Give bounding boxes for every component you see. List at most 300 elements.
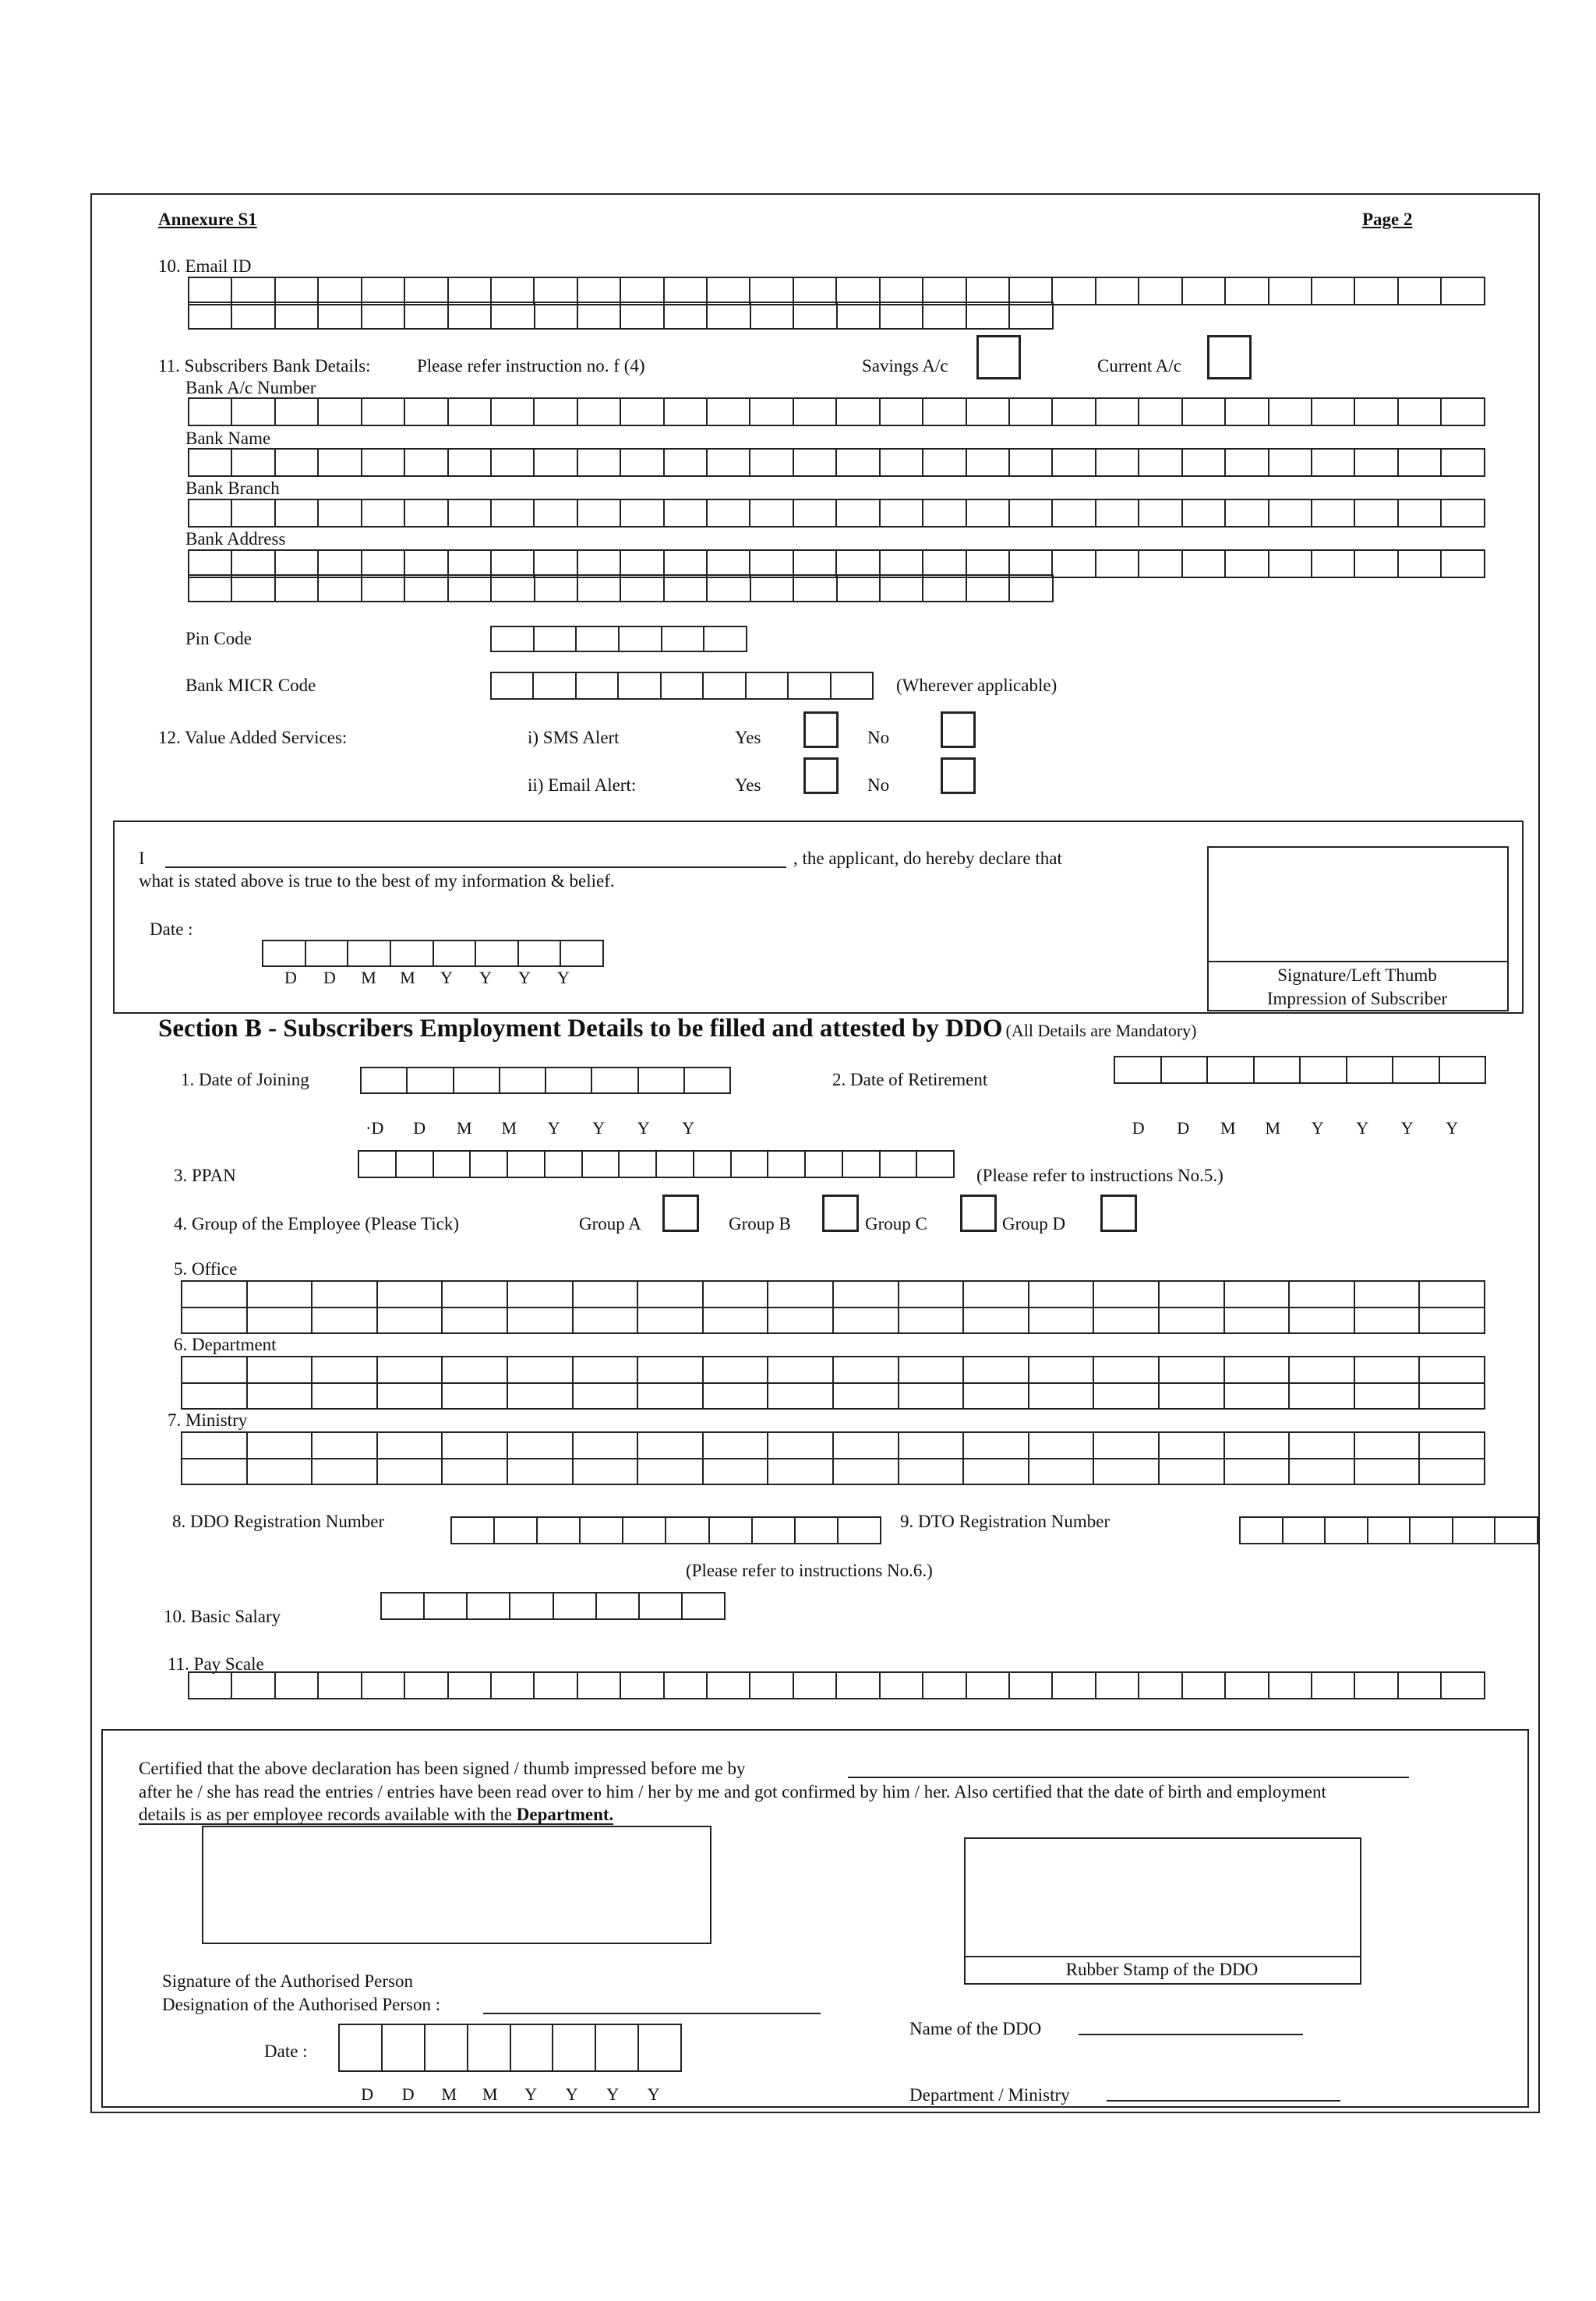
char-cell[interactable]: [1399, 549, 1442, 578]
char-cell[interactable]: [1355, 448, 1398, 477]
char-cell[interactable]: [753, 1516, 796, 1544]
char-cell[interactable]: [391, 940, 434, 967]
char-cell[interactable]: [750, 448, 793, 477]
char-cell[interactable]: [621, 574, 664, 602]
current-account-checkbox[interactable]: [1207, 335, 1252, 379]
char-cell[interactable]: [508, 1382, 574, 1410]
char-cell[interactable]: [768, 1431, 834, 1459]
char-cell[interactable]: [248, 1458, 313, 1485]
group-c-checkbox[interactable]: [960, 1195, 997, 1232]
char-cell[interactable]: [794, 448, 837, 477]
department-input-row-1[interactable]: [181, 1356, 1485, 1384]
char-cell[interactable]: [899, 1280, 965, 1308]
char-cell[interactable]: [1160, 1382, 1225, 1410]
char-cell[interactable]: [492, 1671, 535, 1699]
char-cell[interactable]: [312, 1431, 378, 1459]
char-cell[interactable]: [182, 1280, 248, 1308]
char-cell[interactable]: [312, 1382, 378, 1410]
char-cell[interactable]: [923, 1671, 966, 1699]
char-cell[interactable]: [1094, 1382, 1160, 1410]
char-cell[interactable]: [639, 2024, 682, 2072]
char-cell[interactable]: [796, 1516, 839, 1544]
char-cell[interactable]: [1053, 499, 1096, 528]
char-cell[interactable]: [1053, 1671, 1096, 1699]
char-cell[interactable]: [312, 1307, 378, 1334]
char-cell[interactable]: [964, 1431, 1029, 1459]
char-cell[interactable]: [535, 1671, 577, 1699]
char-cell[interactable]: [967, 499, 1010, 528]
char-cell[interactable]: [1096, 1671, 1139, 1699]
char-cell[interactable]: [834, 1280, 899, 1308]
char-cell[interactable]: [535, 626, 577, 652]
char-cell[interactable]: [276, 397, 319, 426]
char-cell[interactable]: [535, 302, 578, 330]
pay-scale-input[interactable]: [188, 1671, 1485, 1699]
char-cell[interactable]: [683, 1592, 726, 1620]
char-cell[interactable]: [1226, 397, 1269, 426]
char-cell[interactable]: [1355, 1458, 1421, 1485]
char-cell[interactable]: [578, 499, 621, 528]
char-cell[interactable]: [621, 1671, 664, 1699]
char-cell[interactable]: [1442, 448, 1485, 477]
char-cell[interactable]: [685, 1067, 731, 1094]
char-cell[interactable]: [306, 940, 349, 967]
char-cell[interactable]: [1442, 1671, 1485, 1699]
char-cell[interactable]: [834, 1458, 899, 1485]
char-cell[interactable]: [665, 574, 708, 602]
char-cell[interactable]: [443, 1307, 508, 1334]
char-cell[interactable]: [508, 1458, 574, 1485]
char-cell[interactable]: [1347, 1056, 1394, 1084]
department-ministry-line[interactable]: [1107, 2084, 1340, 2102]
char-cell[interactable]: [704, 1458, 769, 1485]
char-cell[interactable]: [794, 397, 837, 426]
char-cell[interactable]: [881, 448, 923, 477]
char-cell[interactable]: [665, 1671, 708, 1699]
char-cell[interactable]: [1355, 1431, 1421, 1459]
char-cell[interactable]: [508, 1356, 574, 1384]
char-cell[interactable]: [405, 397, 448, 426]
char-cell[interactable]: [751, 574, 794, 602]
char-cell[interactable]: [1355, 499, 1398, 528]
char-cell[interactable]: [1420, 1458, 1485, 1485]
bank-branch-input[interactable]: [188, 499, 1485, 528]
char-cell[interactable]: [312, 1356, 378, 1384]
char-cell[interactable]: [1355, 1307, 1421, 1334]
char-cell[interactable]: [476, 940, 519, 967]
char-cell[interactable]: [1183, 549, 1226, 578]
char-cell[interactable]: [434, 1150, 471, 1178]
char-cell[interactable]: [923, 448, 966, 477]
char-cell[interactable]: [1225, 1280, 1291, 1308]
char-cell[interactable]: [638, 1431, 704, 1459]
bank-name-input[interactable]: [188, 448, 1485, 477]
char-cell[interactable]: [248, 1280, 313, 1308]
char-cell[interactable]: [1326, 1516, 1368, 1544]
char-cell[interactable]: [511, 2024, 554, 2072]
char-cell[interactable]: [806, 1150, 843, 1178]
char-cell[interactable]: [359, 1150, 397, 1178]
char-cell[interactable]: [405, 574, 448, 602]
char-cell[interactable]: [382, 1592, 425, 1620]
char-cell[interactable]: [1226, 1671, 1269, 1699]
bank-account-number-input[interactable]: [188, 397, 1485, 426]
char-cell[interactable]: [1355, 1280, 1421, 1308]
char-cell[interactable]: [708, 1671, 750, 1699]
char-cell[interactable]: [508, 1307, 574, 1334]
char-cell[interactable]: [834, 1382, 899, 1410]
char-cell[interactable]: [468, 2024, 511, 2072]
char-cell[interactable]: [1053, 397, 1096, 426]
char-cell[interactable]: [1226, 448, 1269, 477]
char-cell[interactable]: [581, 1516, 623, 1544]
char-cell[interactable]: [596, 2024, 639, 2072]
char-cell[interactable]: [621, 448, 664, 477]
char-cell[interactable]: [492, 302, 535, 330]
char-cell[interactable]: [899, 1382, 965, 1410]
char-cell[interactable]: [964, 1382, 1029, 1410]
char-cell[interactable]: [794, 499, 837, 528]
char-cell[interactable]: [578, 448, 621, 477]
char-cell[interactable]: [708, 397, 750, 426]
char-cell[interactable]: [340, 2024, 383, 2072]
email-input-row-2[interactable]: [188, 302, 1054, 330]
char-cell[interactable]: [1029, 1280, 1095, 1308]
char-cell[interactable]: [1420, 1431, 1485, 1459]
char-cell[interactable]: [535, 448, 577, 477]
char-cell[interactable]: [546, 1067, 592, 1094]
char-cell[interactable]: [1290, 1280, 1355, 1308]
char-cell[interactable]: [538, 1516, 581, 1544]
char-cell[interactable]: [378, 1307, 443, 1334]
char-cell[interactable]: [312, 1458, 378, 1485]
email-no-checkbox[interactable]: [941, 757, 976, 794]
char-cell[interactable]: [1442, 549, 1485, 578]
char-cell[interactable]: [319, 1671, 362, 1699]
char-cell[interactable]: [319, 499, 362, 528]
char-cell[interactable]: [1225, 1382, 1291, 1410]
char-cell[interactable]: [383, 2024, 425, 2072]
char-cell[interactable]: [378, 1280, 443, 1308]
char-cell[interactable]: [710, 1516, 753, 1544]
char-cell[interactable]: [923, 302, 966, 330]
char-cell[interactable]: [405, 302, 448, 330]
char-cell[interactable]: [967, 448, 1010, 477]
char-cell[interactable]: [378, 1356, 443, 1384]
char-cell[interactable]: [1284, 1516, 1326, 1544]
char-cell[interactable]: [232, 397, 275, 426]
char-cell[interactable]: [708, 302, 750, 330]
char-cell[interactable]: [1399, 448, 1442, 477]
char-cell[interactable]: [189, 397, 232, 426]
char-cell[interactable]: [1355, 1382, 1421, 1410]
char-cell[interactable]: [832, 672, 874, 700]
char-cell[interactable]: [1269, 549, 1312, 578]
char-cell[interactable]: [1290, 1356, 1355, 1384]
char-cell[interactable]: [553, 2024, 596, 2072]
char-cell[interactable]: [665, 302, 708, 330]
char-cell[interactable]: [574, 1458, 639, 1485]
char-cell[interactable]: [1312, 499, 1355, 528]
char-cell[interactable]: [1139, 1671, 1182, 1699]
char-cell[interactable]: [182, 1307, 248, 1334]
char-cell[interactable]: [362, 448, 405, 477]
char-cell[interactable]: [881, 574, 923, 602]
char-cell[interactable]: [1096, 499, 1139, 528]
char-cell[interactable]: [397, 1150, 434, 1178]
char-cell[interactable]: [276, 302, 319, 330]
char-cell[interactable]: [319, 397, 362, 426]
char-cell[interactable]: [967, 397, 1010, 426]
char-cell[interactable]: [1160, 1431, 1225, 1459]
char-cell[interactable]: [666, 1516, 709, 1544]
char-cell[interactable]: [1226, 277, 1269, 305]
group-a-checkbox[interactable]: [662, 1195, 699, 1232]
char-cell[interactable]: [837, 448, 880, 477]
char-cell[interactable]: [232, 302, 275, 330]
char-cell[interactable]: [1312, 397, 1355, 426]
char-cell[interactable]: [577, 626, 620, 652]
char-cell[interactable]: [319, 448, 362, 477]
char-cell[interactable]: [638, 1280, 704, 1308]
char-cell[interactable]: [1241, 1516, 1284, 1544]
char-cell[interactable]: [1094, 1431, 1160, 1459]
char-cell[interactable]: [964, 1356, 1029, 1384]
char-cell[interactable]: [578, 302, 621, 330]
char-cell[interactable]: [535, 574, 578, 602]
ministry-input-row-2[interactable]: [181, 1458, 1485, 1485]
char-cell[interactable]: [189, 499, 232, 528]
char-cell[interactable]: [492, 448, 535, 477]
char-cell[interactable]: [405, 1671, 448, 1699]
char-cell[interactable]: [964, 1280, 1029, 1308]
char-cell[interactable]: [508, 1431, 574, 1459]
char-cell[interactable]: [621, 397, 664, 426]
char-cell[interactable]: [1139, 549, 1182, 578]
char-cell[interactable]: [492, 397, 535, 426]
char-cell[interactable]: [362, 1671, 405, 1699]
char-cell[interactable]: [492, 672, 534, 700]
char-cell[interactable]: [1160, 1280, 1225, 1308]
char-cell[interactable]: [789, 672, 831, 700]
char-cell[interactable]: [248, 1382, 313, 1410]
char-cell[interactable]: [732, 1150, 769, 1178]
char-cell[interactable]: [768, 1150, 806, 1178]
char-cell[interactable]: [471, 1150, 508, 1178]
char-cell[interactable]: [189, 1671, 232, 1699]
char-cell[interactable]: [1029, 1431, 1095, 1459]
char-cell[interactable]: [574, 1307, 639, 1334]
char-cell[interactable]: [967, 574, 1010, 602]
char-cell[interactable]: [182, 1458, 248, 1485]
char-cell[interactable]: [189, 574, 232, 602]
char-cell[interactable]: [1355, 1671, 1398, 1699]
char-cell[interactable]: [232, 574, 275, 602]
char-cell[interactable]: [232, 1671, 275, 1699]
char-cell[interactable]: [834, 1307, 899, 1334]
char-cell[interactable]: [1312, 448, 1355, 477]
char-cell[interactable]: [1010, 1671, 1053, 1699]
char-cell[interactable]: [443, 1356, 508, 1384]
char-cell[interactable]: [449, 499, 492, 528]
char-cell[interactable]: [881, 397, 923, 426]
char-cell[interactable]: [881, 1671, 923, 1699]
certifier-name-line[interactable]: [848, 1761, 1409, 1778]
char-cell[interactable]: [1355, 277, 1398, 305]
pin-code-input[interactable]: [490, 626, 747, 652]
char-cell[interactable]: [665, 448, 708, 477]
char-cell[interactable]: [443, 1280, 508, 1308]
group-d-checkbox[interactable]: [1100, 1195, 1137, 1232]
char-cell[interactable]: [449, 1671, 492, 1699]
char-cell[interactable]: [425, 1592, 468, 1620]
char-cell[interactable]: [1183, 397, 1226, 426]
char-cell[interactable]: [500, 1067, 546, 1094]
char-cell[interactable]: [837, 397, 880, 426]
char-cell[interactable]: [1495, 1516, 1538, 1544]
char-cell[interactable]: [232, 448, 275, 477]
char-cell[interactable]: [1290, 1307, 1355, 1334]
char-cell[interactable]: [1053, 448, 1096, 477]
char-cell[interactable]: [1269, 499, 1312, 528]
char-cell[interactable]: [1053, 277, 1096, 305]
sms-yes-checkbox[interactable]: [803, 711, 839, 748]
char-cell[interactable]: [657, 1150, 694, 1178]
char-cell[interactable]: [1269, 277, 1312, 305]
char-cell[interactable]: [1368, 1516, 1411, 1544]
char-cell[interactable]: [449, 302, 492, 330]
char-cell[interactable]: [1183, 1671, 1226, 1699]
char-cell[interactable]: [750, 1671, 793, 1699]
group-b-checkbox[interactable]: [822, 1195, 859, 1232]
char-cell[interactable]: [638, 1382, 704, 1410]
char-cell[interactable]: [276, 499, 319, 528]
char-cell[interactable]: [1269, 1671, 1312, 1699]
char-cell[interactable]: [834, 1356, 899, 1384]
char-cell[interactable]: [768, 1458, 834, 1485]
char-cell[interactable]: [405, 448, 448, 477]
char-cell[interactable]: [232, 499, 275, 528]
char-cell[interactable]: [578, 574, 621, 602]
char-cell[interactable]: [1312, 549, 1355, 578]
char-cell[interactable]: [899, 1458, 965, 1485]
name-of-ddo-line[interactable]: [1079, 2018, 1303, 2035]
ministry-input-row-1[interactable]: [181, 1431, 1485, 1459]
char-cell[interactable]: [362, 397, 405, 426]
char-cell[interactable]: [704, 1307, 769, 1334]
char-cell[interactable]: [443, 1431, 508, 1459]
char-cell[interactable]: [1399, 499, 1442, 528]
subscriber-signature-box[interactable]: [1207, 846, 1509, 1011]
char-cell[interactable]: [837, 1671, 880, 1699]
char-cell[interactable]: [1115, 1056, 1162, 1084]
char-cell[interactable]: [899, 1431, 965, 1459]
char-cell[interactable]: [838, 302, 881, 330]
char-cell[interactable]: [362, 1067, 408, 1094]
char-cell[interactable]: [1301, 1056, 1347, 1084]
char-cell[interactable]: [1183, 499, 1226, 528]
char-cell[interactable]: [189, 302, 232, 330]
designation-line[interactable]: [483, 1997, 821, 2014]
char-cell[interactable]: [189, 448, 232, 477]
char-cell[interactable]: [1053, 549, 1096, 578]
char-cell[interactable]: [578, 1671, 621, 1699]
char-cell[interactable]: [704, 626, 747, 652]
char-cell[interactable]: [1139, 499, 1182, 528]
char-cell[interactable]: [1255, 1056, 1301, 1084]
char-cell[interactable]: [597, 1592, 640, 1620]
char-cell[interactable]: [640, 1592, 683, 1620]
char-cell[interactable]: [620, 1150, 657, 1178]
char-cell[interactable]: [704, 672, 746, 700]
certification-date-input[interactable]: [338, 2024, 682, 2072]
date-of-joining-input[interactable]: [360, 1067, 731, 1094]
char-cell[interactable]: [747, 672, 789, 700]
char-cell[interactable]: [638, 1356, 704, 1384]
savings-account-checkbox[interactable]: [976, 335, 1021, 379]
char-cell[interactable]: [834, 1431, 899, 1459]
char-cell[interactable]: [708, 574, 750, 602]
char-cell[interactable]: [1290, 1458, 1355, 1485]
char-cell[interactable]: [362, 574, 405, 602]
char-cell[interactable]: [1096, 277, 1139, 305]
char-cell[interactable]: [1226, 549, 1269, 578]
char-cell[interactable]: [546, 1150, 583, 1178]
char-cell[interactable]: [708, 448, 750, 477]
char-cell[interactable]: [248, 1307, 313, 1334]
char-cell[interactable]: [923, 574, 966, 602]
char-cell[interactable]: [554, 1592, 597, 1620]
char-cell[interactable]: [881, 1150, 918, 1178]
char-cell[interactable]: [665, 397, 708, 426]
char-cell[interactable]: [182, 1356, 248, 1384]
char-cell[interactable]: [1411, 1516, 1453, 1544]
char-cell[interactable]: [1290, 1382, 1355, 1410]
applicant-name-line[interactable]: [165, 851, 786, 868]
char-cell[interactable]: [263, 940, 306, 967]
char-cell[interactable]: [621, 302, 664, 330]
char-cell[interactable]: [1029, 1307, 1095, 1334]
char-cell[interactable]: [839, 1516, 881, 1544]
char-cell[interactable]: [1160, 1458, 1225, 1485]
char-cell[interactable]: [574, 1356, 639, 1384]
char-cell[interactable]: [621, 499, 664, 528]
char-cell[interactable]: [623, 1516, 666, 1544]
char-cell[interactable]: [519, 940, 562, 967]
char-cell[interactable]: [182, 1382, 248, 1410]
char-cell[interactable]: [1010, 302, 1053, 330]
date-of-retirement-input[interactable]: [1114, 1056, 1486, 1084]
char-cell[interactable]: [1094, 1458, 1160, 1485]
char-cell[interactable]: [750, 397, 793, 426]
char-cell[interactable]: [708, 499, 750, 528]
char-cell[interactable]: [1355, 397, 1398, 426]
char-cell[interactable]: [495, 1516, 538, 1544]
char-cell[interactable]: [1420, 1307, 1485, 1334]
char-cell[interactable]: [319, 574, 362, 602]
char-cell[interactable]: [751, 302, 794, 330]
char-cell[interactable]: [1029, 1356, 1095, 1384]
char-cell[interactable]: [312, 1280, 378, 1308]
char-cell[interactable]: [1010, 574, 1053, 602]
char-cell[interactable]: [443, 1458, 508, 1485]
char-cell[interactable]: [1225, 1356, 1291, 1384]
char-cell[interactable]: [1453, 1516, 1496, 1544]
char-cell[interactable]: [1290, 1431, 1355, 1459]
char-cell[interactable]: [1420, 1356, 1485, 1384]
char-cell[interactable]: [443, 1382, 508, 1410]
char-cell[interactable]: [917, 1150, 955, 1178]
